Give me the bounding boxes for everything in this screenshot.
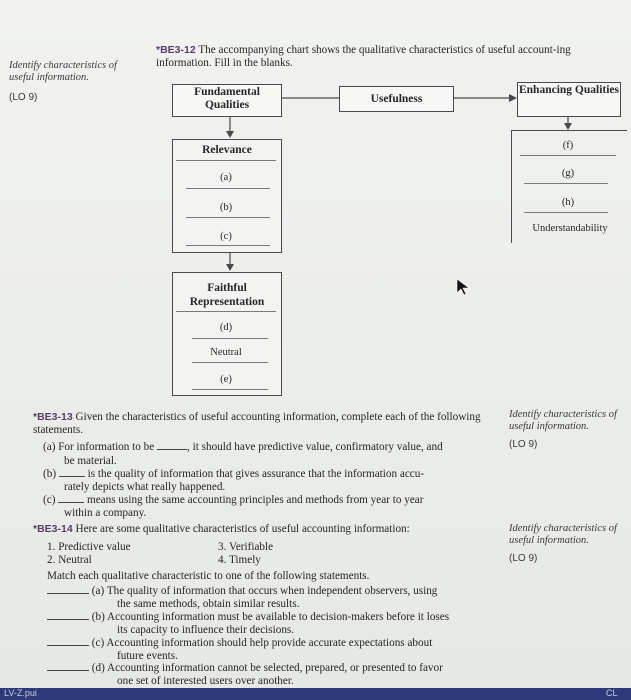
answer-blank[interactable] bbox=[59, 476, 85, 477]
characteristic-2: 2. Neutral bbox=[47, 554, 92, 566]
match-statement-a bbox=[47, 585, 502, 598]
margin-note-text: Identify characteristics of useful information. bbox=[509, 523, 617, 546]
enhancing-blank-f: (f) bbox=[562, 140, 574, 151]
statement-b-cont: rately depicts what really happened. bbox=[64, 481, 226, 493]
relevance-title-rule bbox=[176, 160, 276, 161]
faithful-representation-title: Faithful Representation bbox=[189, 282, 265, 308]
statement-c-label: (c) bbox=[43, 494, 56, 506]
statement-a bbox=[43, 441, 503, 454]
exercise-intro: Here are some qualitative characteristics of useful accounting information: bbox=[75, 523, 410, 535]
characteristic-4: 4. Timely bbox=[218, 554, 261, 566]
match-statement-b-cont: its capacity to influence their decisions. bbox=[117, 624, 295, 636]
statement-label: (d) bbox=[91, 662, 105, 674]
statement-b bbox=[43, 468, 503, 481]
relevance-blank-b: (b) bbox=[219, 202, 233, 213]
answer-blank[interactable] bbox=[47, 593, 89, 594]
statement-text: Accounting information must be available to decision-makers before it loses bbox=[107, 611, 450, 623]
characteristic-3: 3. Verifiable bbox=[218, 541, 274, 553]
exercise-intro: Given the characteristics of useful accounting information, complete each of the following statements. bbox=[33, 411, 481, 436]
blank-line bbox=[186, 217, 270, 218]
exercise-text: The accompanying chart shows the qualitative characteristics of useful account-ing information. Fill in the blanks. bbox=[156, 44, 571, 69]
enhancing-qualities-box: Enhancing Qualities bbox=[517, 82, 621, 117]
blank-line bbox=[192, 362, 268, 363]
exercise-be3-13 bbox=[33, 411, 503, 437]
blank-line bbox=[520, 155, 616, 156]
statement-c-text: means using the same accounting principles and methods from year to year bbox=[87, 494, 424, 506]
blank-line bbox=[524, 183, 608, 184]
statement-b-label: (b) bbox=[43, 468, 57, 480]
enhancing-item-understandability: Understandability bbox=[532, 223, 608, 234]
blank-line bbox=[524, 212, 608, 213]
mouse-cursor-icon bbox=[455, 277, 471, 297]
faithful-item-neutral: Neutral bbox=[210, 347, 242, 358]
margin-note-text: Identify characteristics of useful information. bbox=[9, 60, 117, 83]
footer-right-text: CL bbox=[606, 688, 618, 698]
faithful-blank-e: (e) bbox=[220, 374, 232, 385]
match-statement-b bbox=[47, 611, 502, 624]
match-instruction: Match each qualitative characteristic to one of the following statements. bbox=[47, 570, 370, 582]
relevance-title: Relevance bbox=[202, 144, 252, 156]
exercise-id: *BE3-12 bbox=[156, 44, 196, 56]
statement-c-cont: within a company. bbox=[64, 507, 147, 519]
statement-text: Accounting information cannot be selected, prepared, or presented to favor bbox=[107, 662, 443, 674]
statement-text: The quality of information that occurs when independent observers, using bbox=[106, 585, 438, 597]
enhancing-blank-h: (h) bbox=[561, 197, 575, 208]
blank-line bbox=[186, 245, 270, 246]
characteristic-1: 1. Predictive value bbox=[47, 541, 131, 553]
exercise-be3-14 bbox=[33, 523, 503, 536]
match-statement-a-cont: the same methods, obtain similar results. bbox=[117, 598, 300, 610]
enhancing-blank-g: (g) bbox=[561, 168, 575, 179]
learning-objective-be3-13: (LO 9) bbox=[509, 439, 538, 450]
statement-c bbox=[43, 494, 503, 507]
answer-blank[interactable] bbox=[47, 619, 89, 620]
answer-blank[interactable] bbox=[47, 670, 89, 671]
usefulness-box: Usefulness bbox=[339, 86, 454, 112]
relevance-blank-a: (a) bbox=[220, 172, 232, 183]
footer-bar bbox=[0, 688, 631, 700]
statement-label: (a) bbox=[91, 585, 105, 597]
answer-blank[interactable] bbox=[58, 502, 84, 503]
learning-objective-be3-12: (LO 9) bbox=[9, 92, 38, 103]
answer-blank[interactable] bbox=[47, 645, 89, 646]
statement-a-text-1: (a) For information to be bbox=[43, 441, 155, 453]
match-statement-c bbox=[47, 637, 502, 650]
exercise-id: *BE3-13 bbox=[33, 411, 73, 423]
fundamental-qualities-box: Fundamental Qualities bbox=[172, 84, 282, 117]
learning-objective-be3-14: (LO 9) bbox=[509, 553, 538, 564]
blank-line bbox=[192, 389, 268, 390]
faithful-title-rule bbox=[176, 311, 276, 312]
faithful-blank-d: (d) bbox=[219, 322, 233, 333]
statement-text: Accounting information should help provide accurate expectations about bbox=[106, 637, 433, 649]
match-statement-d-cont: one set of interested users over another. bbox=[117, 675, 294, 687]
exercise-id: *BE3-14 bbox=[33, 523, 73, 535]
relevance-blank-c: (c) bbox=[220, 231, 232, 242]
footer-left-text: LV-Z.pui bbox=[4, 688, 37, 698]
match-statement-d bbox=[47, 662, 502, 675]
margin-note-text: Identify characteristics of useful information. bbox=[509, 409, 617, 432]
statement-a-cont: be material. bbox=[64, 455, 117, 467]
answer-blank[interactable] bbox=[157, 449, 187, 450]
statement-label: (b) bbox=[91, 611, 105, 623]
blank-line bbox=[192, 338, 268, 339]
match-statement-c-cont: future events. bbox=[117, 650, 178, 662]
blank-line bbox=[186, 188, 270, 189]
statement-b-text: is the quality of information that gives assurance that the information accu- bbox=[87, 468, 425, 480]
statement-a-text-2: , it should have predictive value, confirmatory value, and bbox=[187, 441, 443, 453]
statement-label: (c) bbox=[91, 637, 105, 649]
